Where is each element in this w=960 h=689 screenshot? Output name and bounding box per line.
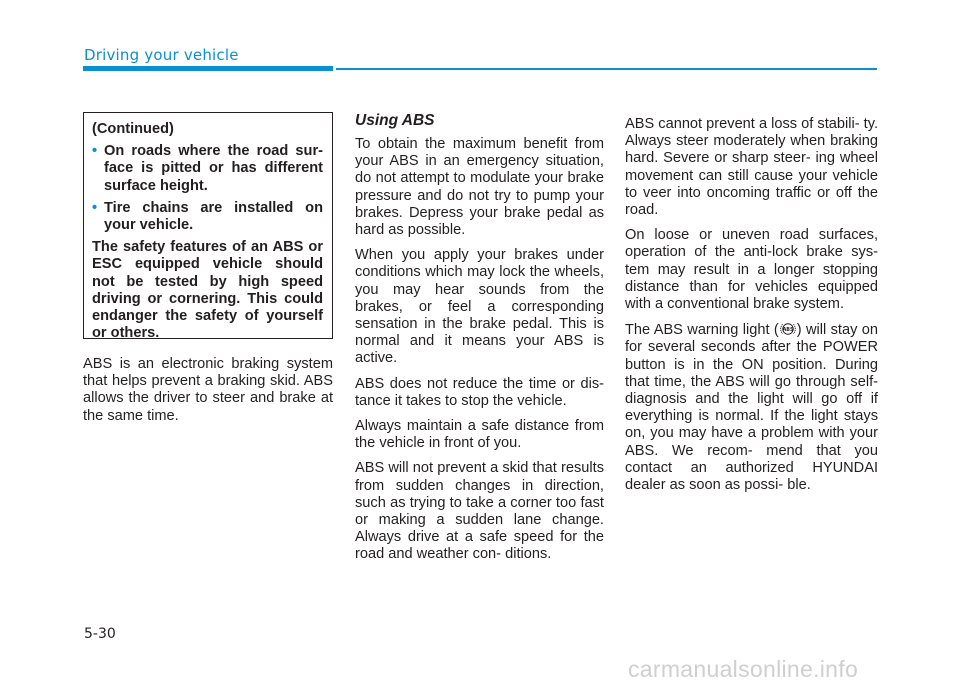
body-paragraph: Always maintain a safe distance from the vehicle in front of you. bbox=[355, 418, 604, 452]
body-paragraph: ABS cannot prevent a loss of stabili- ty. Always steer moderately when braking hard. Severe or sharp steer- ing wheel movement can still cause your vehicle to veer into oncoming traffic or off the road. bbox=[625, 116, 878, 219]
header-rule-thin bbox=[336, 68, 877, 70]
right-column bbox=[625, 116, 878, 502]
warning-bullet-text: On roads where the road sur- face is pitted or has different surface height. bbox=[104, 143, 323, 194]
warning-bullet-item bbox=[92, 143, 323, 195]
abs-icon-label: ABS bbox=[782, 328, 794, 334]
warning-box bbox=[83, 112, 333, 342]
warning-continued-label: (Continued) bbox=[92, 121, 174, 137]
warning-note: The safety features of an ABS or ESC equipped vehicle should not be tested by high speed driving or cornering. This could endanger the safety of yourself or others. bbox=[92, 239, 323, 342]
warning-bullet-item bbox=[92, 200, 323, 234]
bullet-icon: • bbox=[92, 199, 98, 216]
header-rule-thick bbox=[83, 66, 333, 71]
body-paragraph: When you apply your brakes under conditions which may lock the wheels, you may hear sounds from the brakes, or feel a corresponding sensation in the brake pedal. This is normal and it means your ABS is active. bbox=[355, 247, 604, 367]
body-paragraph: ABS will not prevent a skid that results from sudden changes in direction, such as trying to take a corner too fast or making a sudden lane change. Always drive at a safe speed for the road and weather con- ditions. bbox=[355, 460, 604, 563]
warning-bullet-text: Tire chains are installed on your vehicle. bbox=[104, 199, 323, 234]
abs-warning-light-icon bbox=[780, 321, 796, 337]
using-abs-heading: Using ABS bbox=[355, 112, 435, 129]
warning-light-text-before: The ABS warning light ( bbox=[625, 322, 779, 339]
abs-intro-paragraph: ABS is an electronic braking system that helps prevent a braking skid. ABS allows the driver to steer and brake at the same time. bbox=[83, 356, 333, 424]
page-number: 5-30 bbox=[84, 626, 116, 642]
middle-column bbox=[355, 112, 604, 572]
body-paragraph: On loose or uneven road surfaces, operation of the anti-lock brake sys- tem may result in a longer stopping distance than for vehicles equipped with a conventional brake system. bbox=[625, 227, 878, 313]
watermark-text: carmanualsonline.info bbox=[628, 656, 859, 682]
bullet-icon: • bbox=[92, 143, 98, 160]
body-paragraph: To obtain the maximum benefit from your ABS in an emergency situation, do not attempt to modulate your brake pressure and do not try to pump your brakes. Depress your brake pedal as hard as possible. bbox=[355, 136, 604, 239]
left-column bbox=[83, 356, 333, 433]
section-title: Driving your vehicle bbox=[84, 46, 239, 64]
warning-bullet-list bbox=[92, 143, 323, 234]
abs-warning-light-paragraph bbox=[625, 321, 878, 494]
body-paragraph: ABS does not reduce the time or dis- tance it takes to stop the vehicle. bbox=[355, 375, 604, 409]
warning-light-text-after: ) will stay on for several seconds after the POWER button is in the ON position. During that time, the ABS will go through self-diagnosis and the light will go off if everything is normal. If the light stays on, you may have a problem with your ABS. We recom- mend that you contact an authorized HYUNDAI dealer as soon as possi- ble. bbox=[625, 322, 878, 494]
